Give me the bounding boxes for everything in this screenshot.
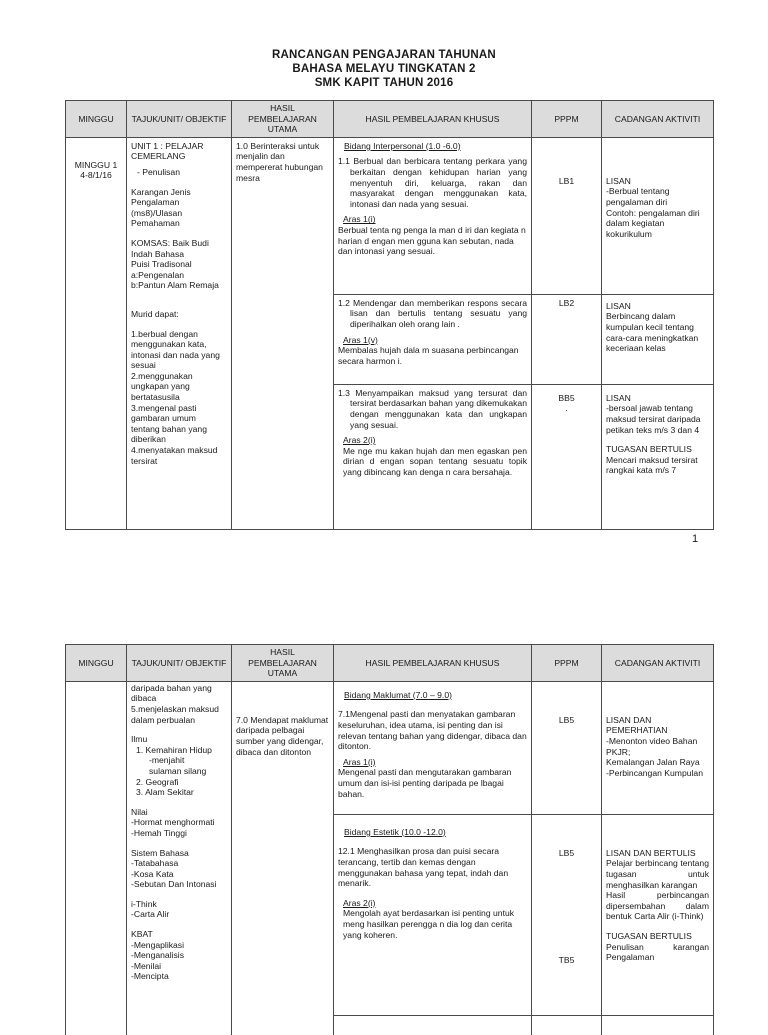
ilmu-subitem: sulaman silang <box>149 765 207 776</box>
aktiviti-line: Mencari maksud tersirat rangkai kata m/s 7 <box>606 454 698 476</box>
sistem-bahasa-item: -Sebutan Dan Intonasi <box>131 879 217 890</box>
document-title <box>0 48 768 90</box>
pppm-code: BB5 <box>558 392 575 403</box>
ithink-heading: i-Think <box>131 898 157 909</box>
ilmu-heading: Ilmu <box>131 734 148 745</box>
minggu-cell <box>66 681 127 1035</box>
aktiviti-cell <box>602 294 714 384</box>
aras-text: Berbual tenta ng penga la man d iri dan kegiata n harian d engan men gguna kan sebutan, nada dan intonasi yang sesuai. <box>338 224 526 257</box>
aras-text: Membalas hujah dala m suasana perbincangan secara harmon i. <box>338 345 519 366</box>
aras-text: Mengolah ayat berdasarkan isi penting untuk meng hasilkan perengga n dia log dan cerita yang koheren. <box>343 908 515 940</box>
header-pppm: PPPM <box>532 645 602 682</box>
aktiviti-cell <box>602 137 714 294</box>
aktiviti-cell <box>602 814 714 1015</box>
kbat-item: -Mencipta <box>131 971 169 982</box>
objektif-1: 1.berbual dengan menggunakan kata, intonasi dan nada yang sesuai <box>131 328 220 371</box>
tajuk-karangan: Karangan Jenis Pengalaman (ms8)/Ulasan Pemahaman <box>131 186 191 229</box>
table-row <box>66 681 714 814</box>
ilmu-item: 2. Geografi <box>136 776 179 787</box>
hp-text: 1.2 Mendengar dan memberikan respons secara lisan dan bertulis tentang sesuatu yang diperihalkan oleh orang lain . <box>338 297 527 329</box>
aktiviti-line: Berbincang dalam kumpulan kecil tentang cara-cara meningkatkan keceriaan kelas <box>606 311 699 354</box>
tajuk-cell <box>127 681 232 1035</box>
aktiviti-line: -Berbual tentang pengalaman diri <box>606 186 670 207</box>
aras-label: Aras 2(i) <box>343 435 376 446</box>
header-tajuk: TAJUK/UNIT/ OBJEKTIF <box>127 645 232 682</box>
aras-label: Aras 1(i) <box>343 756 376 767</box>
tajuk-penulisan: - Penulisan <box>137 166 180 177</box>
kbat-item: -Menganalisis <box>131 950 185 961</box>
tajuk-pengenalan: a:Pengenalan <box>131 269 185 280</box>
pppm-cell <box>532 137 602 294</box>
hasil-khusus-cell <box>334 814 532 1015</box>
aktiviti-type: TUGASAN BERTULIS <box>606 444 692 455</box>
aktiviti-type: LISAN DAN PEMERHATIAN <box>606 714 668 736</box>
aktiviti-line: Pelajar berbincang tentang tugasan untuk menghasilkan karangan <box>606 858 709 890</box>
page-number: 1 <box>692 533 699 545</box>
tajuk-pantun: b:Pantun Alam Remaja <box>131 280 219 291</box>
minggu-cell <box>66 137 127 529</box>
pppm-cell <box>532 384 602 529</box>
pppm-cell <box>532 294 602 384</box>
nilai-item: -Hemah Tinggi <box>131 827 187 838</box>
aktiviti-line: Kemalangan Jalan Raya <box>606 757 700 768</box>
aktiviti-line: -Menonton video Bahan PKJR; <box>606 735 698 757</box>
aras-label: Aras 2(i) <box>343 897 376 908</box>
objektif-4-cont: daripada bahan yang dibaca <box>131 682 212 704</box>
bidang-label: Bidang Interpersonal (1.0 -6.0) <box>344 140 461 151</box>
sistem-bahasa-item: -Tatabahasa <box>131 858 179 869</box>
tajuk-komsas: KOMSAS: Baik Budi Indah Bahasa <box>131 237 209 259</box>
hp-text: 1.3 Menyampaikan maksud yang tersurat dan tersirat berdasarkan bahan yang dikemukakan dengan menggunakan kata dan ungkapan yang sesuai. <box>338 387 527 430</box>
hasil-khusus-cell <box>334 384 532 529</box>
ithink-item: -Carta Alir <box>131 909 170 920</box>
tajuk-unit: UNIT 1 : PELAJAR CEMERLANG <box>131 140 204 162</box>
title-line-3: SMK KAPIT TAHUN 2016 <box>314 77 454 89</box>
hp-text: 1.1 Berbual dan berbicara tentang perkara yang berkaitan dengan kehidupan harian yang menyentuh diri, keluarga, rakan dan masyarakat dengan menggunakan kata, intonasi dan nada yang sesuai. <box>338 156 527 209</box>
plan-table-page-2 <box>65 644 714 1035</box>
ilmu-subitem: -menjahit <box>149 755 185 766</box>
tajuk-puisi: Puisi Tradisonal <box>131 259 192 270</box>
minggu-label: MINGGU 1 <box>74 159 118 170</box>
hasil-khusus-cell <box>334 137 532 294</box>
title-line-2: BAHASA MELAYU TINGKATAN 2 <box>292 63 476 75</box>
aras-label: Aras 1(v) <box>343 334 378 345</box>
ilmu-item: 1. Kemahiran Hidup <box>136 744 212 755</box>
ilmu-item: 3. Alam Sekitar <box>136 787 194 798</box>
header-minggu: MINGGU <box>66 645 127 682</box>
hasil-utama-cell <box>232 681 334 1035</box>
hasil-utama-text: 1.0 Berinteraksi untuk menjalin dan mempererat hubungan mesra <box>236 140 323 183</box>
hasil-khusus-cell <box>334 681 532 814</box>
pppm-code: LB5 <box>558 714 575 725</box>
objektif-2: 2.menggunakan ungkapan yang bertatasusila <box>131 370 193 403</box>
aktiviti-type: LISAN DAN BERTULIS <box>606 847 696 858</box>
aras-label: Aras 1(i) <box>343 214 376 225</box>
header-hasil-khusus: HASIL PEMBELAJARAN KHUSUS <box>334 645 532 682</box>
header-hasil-utama: HASIL PEMBELAJARAN UTAMA <box>232 645 334 682</box>
header-cadangan: CADANGAN AKTIVITI <box>602 101 714 138</box>
table-header-row <box>66 101 714 138</box>
objektif-4: 4.menyatakan maksud tersirat <box>131 445 218 466</box>
plan-table-page-1 <box>65 100 714 530</box>
header-minggu: MINGGU <box>66 101 127 138</box>
hp-text: 12.1 Menghasilkan prosa dan puisi secara terancang, tertib dan kemas dengan menggunakan bahasa yang tepat, indah dan menarik. <box>338 846 509 889</box>
aktiviti-line: Hasil perbincangan dipersembahan dalam bentuk Carta Alir (i-Think) <box>606 890 709 922</box>
kbat-item: -Menilai <box>131 960 162 971</box>
pppm-code: . <box>565 403 568 414</box>
nilai-item: -Hormat menghormati <box>131 817 215 828</box>
objektif-5: 5.menjelaskan maksud dalam perbualan <box>131 703 219 725</box>
aktiviti-line: Penulisan karangan Pengalaman <box>606 941 709 963</box>
objektif-3: 3.mengenal pasti gambaran umum tentang bahan yang diberikan <box>131 402 207 445</box>
kbat-heading: KBAT <box>131 929 153 940</box>
tajuk-cell <box>127 137 232 529</box>
sistem-bahasa-heading: Sistem Bahasa <box>131 847 189 858</box>
aras-text: Me nge mu kakan hujah dan men egaskan pen dirian d engan sopan tentang sesuatu topik yang dibincang kan denga n cara bersahaja. <box>343 445 527 477</box>
aktiviti-cell <box>602 384 714 529</box>
aktiviti-type: LISAN <box>606 175 631 186</box>
pppm-cell <box>532 1015 602 1035</box>
nilai-heading: Nilai <box>131 806 148 817</box>
pppm-cell <box>532 681 602 814</box>
hasil-utama-cell <box>232 137 334 529</box>
title-line-1: RANCANGAN PENGAJARAN TAHUNAN <box>272 49 496 61</box>
minggu-dates: 4-8/1/16 <box>80 170 112 181</box>
bidang-label: Bidang Estetik (10.0 -12.0) <box>344 826 446 837</box>
pppm-code: LB1 <box>558 175 575 186</box>
aktiviti-type: LISAN <box>606 300 631 311</box>
header-hasil-khusus: HASIL PEMBELAJARAN KHUSUS <box>334 101 532 138</box>
sistem-bahasa-item: -Kosa Kata <box>131 868 174 879</box>
aktiviti-line: Contoh: pengalaman diri dalam kegiatan kokurikulum <box>606 207 700 239</box>
aktiviti-type: TUGASAN BERTULIS <box>606 930 692 941</box>
tajuk-murid-dapat: Murid dapat: <box>131 308 179 319</box>
aktiviti-line: -bersoal jawab tentang maksud tersirat daripada petikan teks m/s 3 dan 4 <box>606 403 701 435</box>
bidang-label: Bidang Maklumat (7.0 – 9.0) <box>344 689 452 700</box>
aktiviti-line: -Perbincangan Kumpulan <box>606 767 703 778</box>
header-pppm: PPPM <box>532 101 602 138</box>
hasil-utama-text: 7.0 Mendapat maklumat daripada pelbagai sumber yang didengar, dibaca dan ditonton <box>236 714 329 757</box>
table-row <box>66 137 714 294</box>
aktiviti-type: LISAN <box>606 392 631 403</box>
table-header-row <box>66 645 714 682</box>
pppm-code: LB2 <box>558 297 575 308</box>
pppm-code: LB5 <box>558 847 575 858</box>
kbat-item: -Mengaplikasi <box>131 939 185 950</box>
pppm-cell <box>532 814 602 1015</box>
aktiviti-cell <box>602 681 714 814</box>
aktiviti-cell <box>602 1015 714 1035</box>
hp-text: 7.1Mengenal pasti dan menyatakan gambaran keseluruhan, idea utama, isi penting dan isi relevan tentang bahan yang didengar, dibaca dan ditonton. <box>338 709 527 752</box>
header-tajuk: TAJUK/UNIT/ OBJEKTIF <box>127 101 232 138</box>
pppm-code: TB5 <box>558 955 575 966</box>
header-hasil-utama: HASIL PEMBELAJARAN UTAMA <box>232 101 334 138</box>
aras-text: Mengenal pasti dan mengutarakan gambaran umum dan isi-isi penting daripada pe lbagai bahan. <box>338 767 512 799</box>
hasil-khusus-cell <box>334 294 532 384</box>
header-cadangan: CADANGAN AKTIVITI <box>602 645 714 682</box>
hasil-khusus-cell <box>334 1015 532 1035</box>
